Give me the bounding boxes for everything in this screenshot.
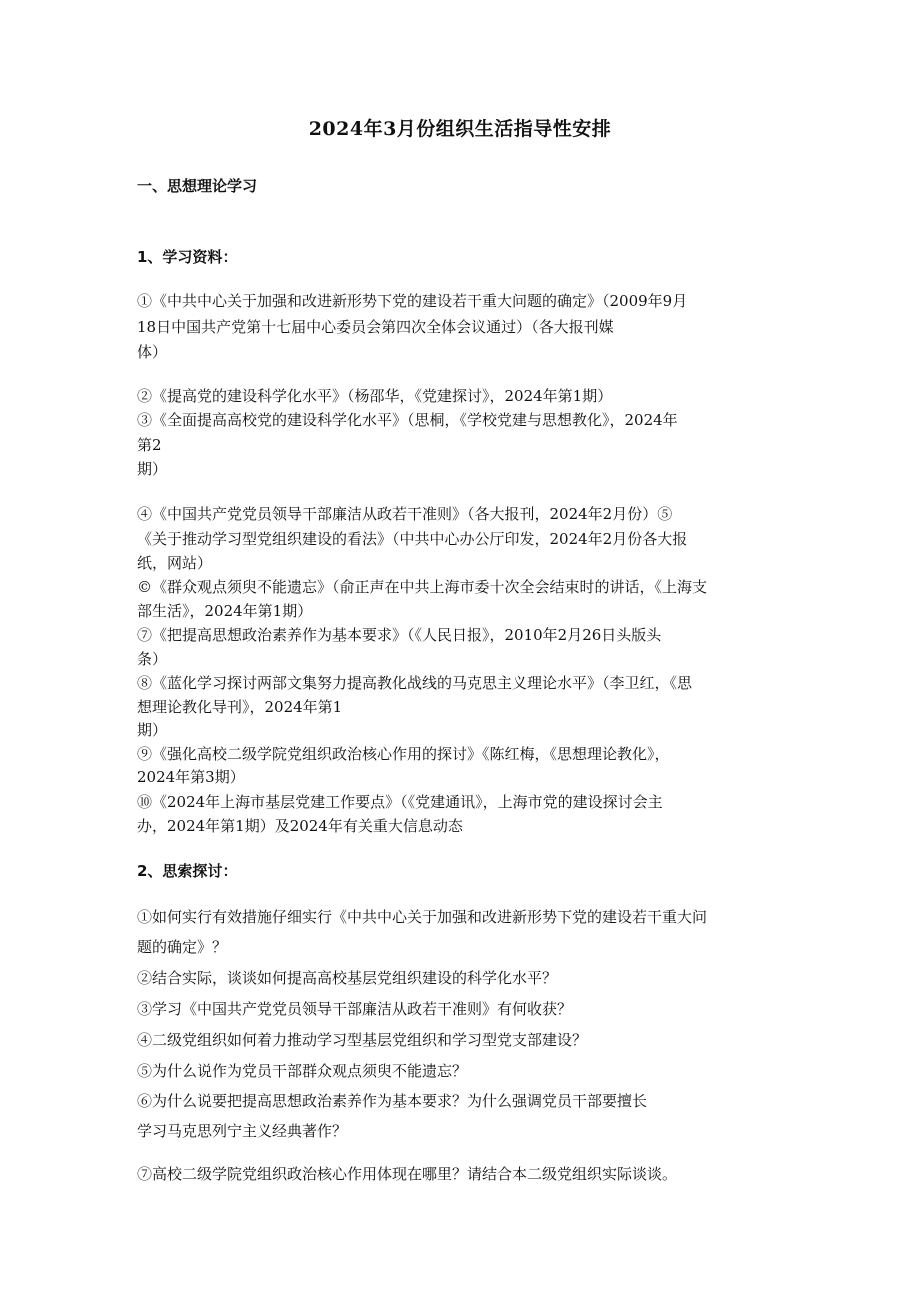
discussion-line: 题的确定》？ [137,938,228,956]
material-line: 体） [137,343,168,361]
section-heading-theory-study: 一、思想理论学习 [137,177,258,195]
material-line: 想理论教化导刊》，2024年第1 [137,698,343,716]
material-line: ⑩《2024年上海市基层党建工作要点》（《党建通讯》，上海市党的建设探讨会主 [137,793,663,811]
material-line: 期） [137,460,168,478]
discussion-line: 学习马克思列宁主义经典著作？ [137,1122,348,1140]
material-line: 期） [137,721,168,739]
discussion-line: ⑤为什么说作为党员干部群众观点须臾不能遗忘？ [137,1062,468,1080]
material-line: 2024年第3期） [137,768,245,786]
material-line: ②《提高党的建设科学化水平》（杨邵华，《党建探讨》，2024年第1期） [137,387,613,405]
material-line: 18日中国共产党第十七届中心委员会第四次全体会议通过）（各大报刊媒 [137,318,614,336]
discussion-line: ②结合实际，谈谈如何提高高校基层党组织建设的科学化水平？ [137,969,558,987]
material-line: ①《中共中心关于加强和改进新形势下党的建设若干重大问题的确定》（2009年9月 [137,292,688,310]
material-line: 第2 [137,436,162,454]
material-line: 部生活》，2024年第1期） [137,602,313,620]
material-line: 《关于推动学习型党组织建设的看法》（中共中心办公厅印发，2024年2月份各大报 [137,530,688,548]
page-title: 2024年3月份组织生活指导性安排 [308,118,612,140]
discussion-line: ①如何实行有效措施仔细实行《中共中心关于加强和改进新形势下党的建设若干重大问 [137,908,708,926]
material-line: ⑨《强化高校二级学院党组织政治核心作用的探讨》《陈红梅，《思想理论教化》， [137,745,670,763]
material-line: 条） [137,650,168,668]
discussion-line: ④二级党组织如何着力推动学习型基层党组织和学习型党支部建设？ [137,1031,588,1049]
material-line: ©《群众观点须臾不能遗忘》（俞正声在中共上海市委十次全会结束时的讲话，《上海支 [137,578,708,596]
material-line: 纸，网站） [137,554,213,572]
discussion-heading: 2、思索探讨： [137,862,238,880]
material-line: ③《全面提高高校党的建设科学化水平》（思桐，《学校党建与思想教化》，2024年 [137,411,678,429]
material-line: ⑦《把提高思想政治素养作为基本要求》（《人民日报》，2010年2月26日头版头 [137,626,662,644]
discussion-line: ⑥为什么说要把提高思想政治素养作为基本要求？为什么强调党员干部要擅长 [137,1092,648,1110]
materials-heading: 1、学习资料： [137,248,238,266]
discussion-line: ③学习《中国共产党党员领导干部廉洁从政若干准则》有何收获？ [137,1000,573,1018]
material-line: ④《中国共产党党员领导干部廉洁从政若干准则》（各大报刊，2024年2月份）⑤ [137,505,673,523]
material-line: ⑧《蓝化学习探讨两部文集努力提高教化战线的马克思主义理论水平》（李卫红，《思 [137,674,693,692]
discussion-line: ⑦高校二级学院党组织政治核心作用体现在哪里？请结合本二级党组织实际谈谈。 [137,1165,678,1183]
material-line: 办，2024年第1期）及2024年有关重大信息动态 [137,817,463,835]
